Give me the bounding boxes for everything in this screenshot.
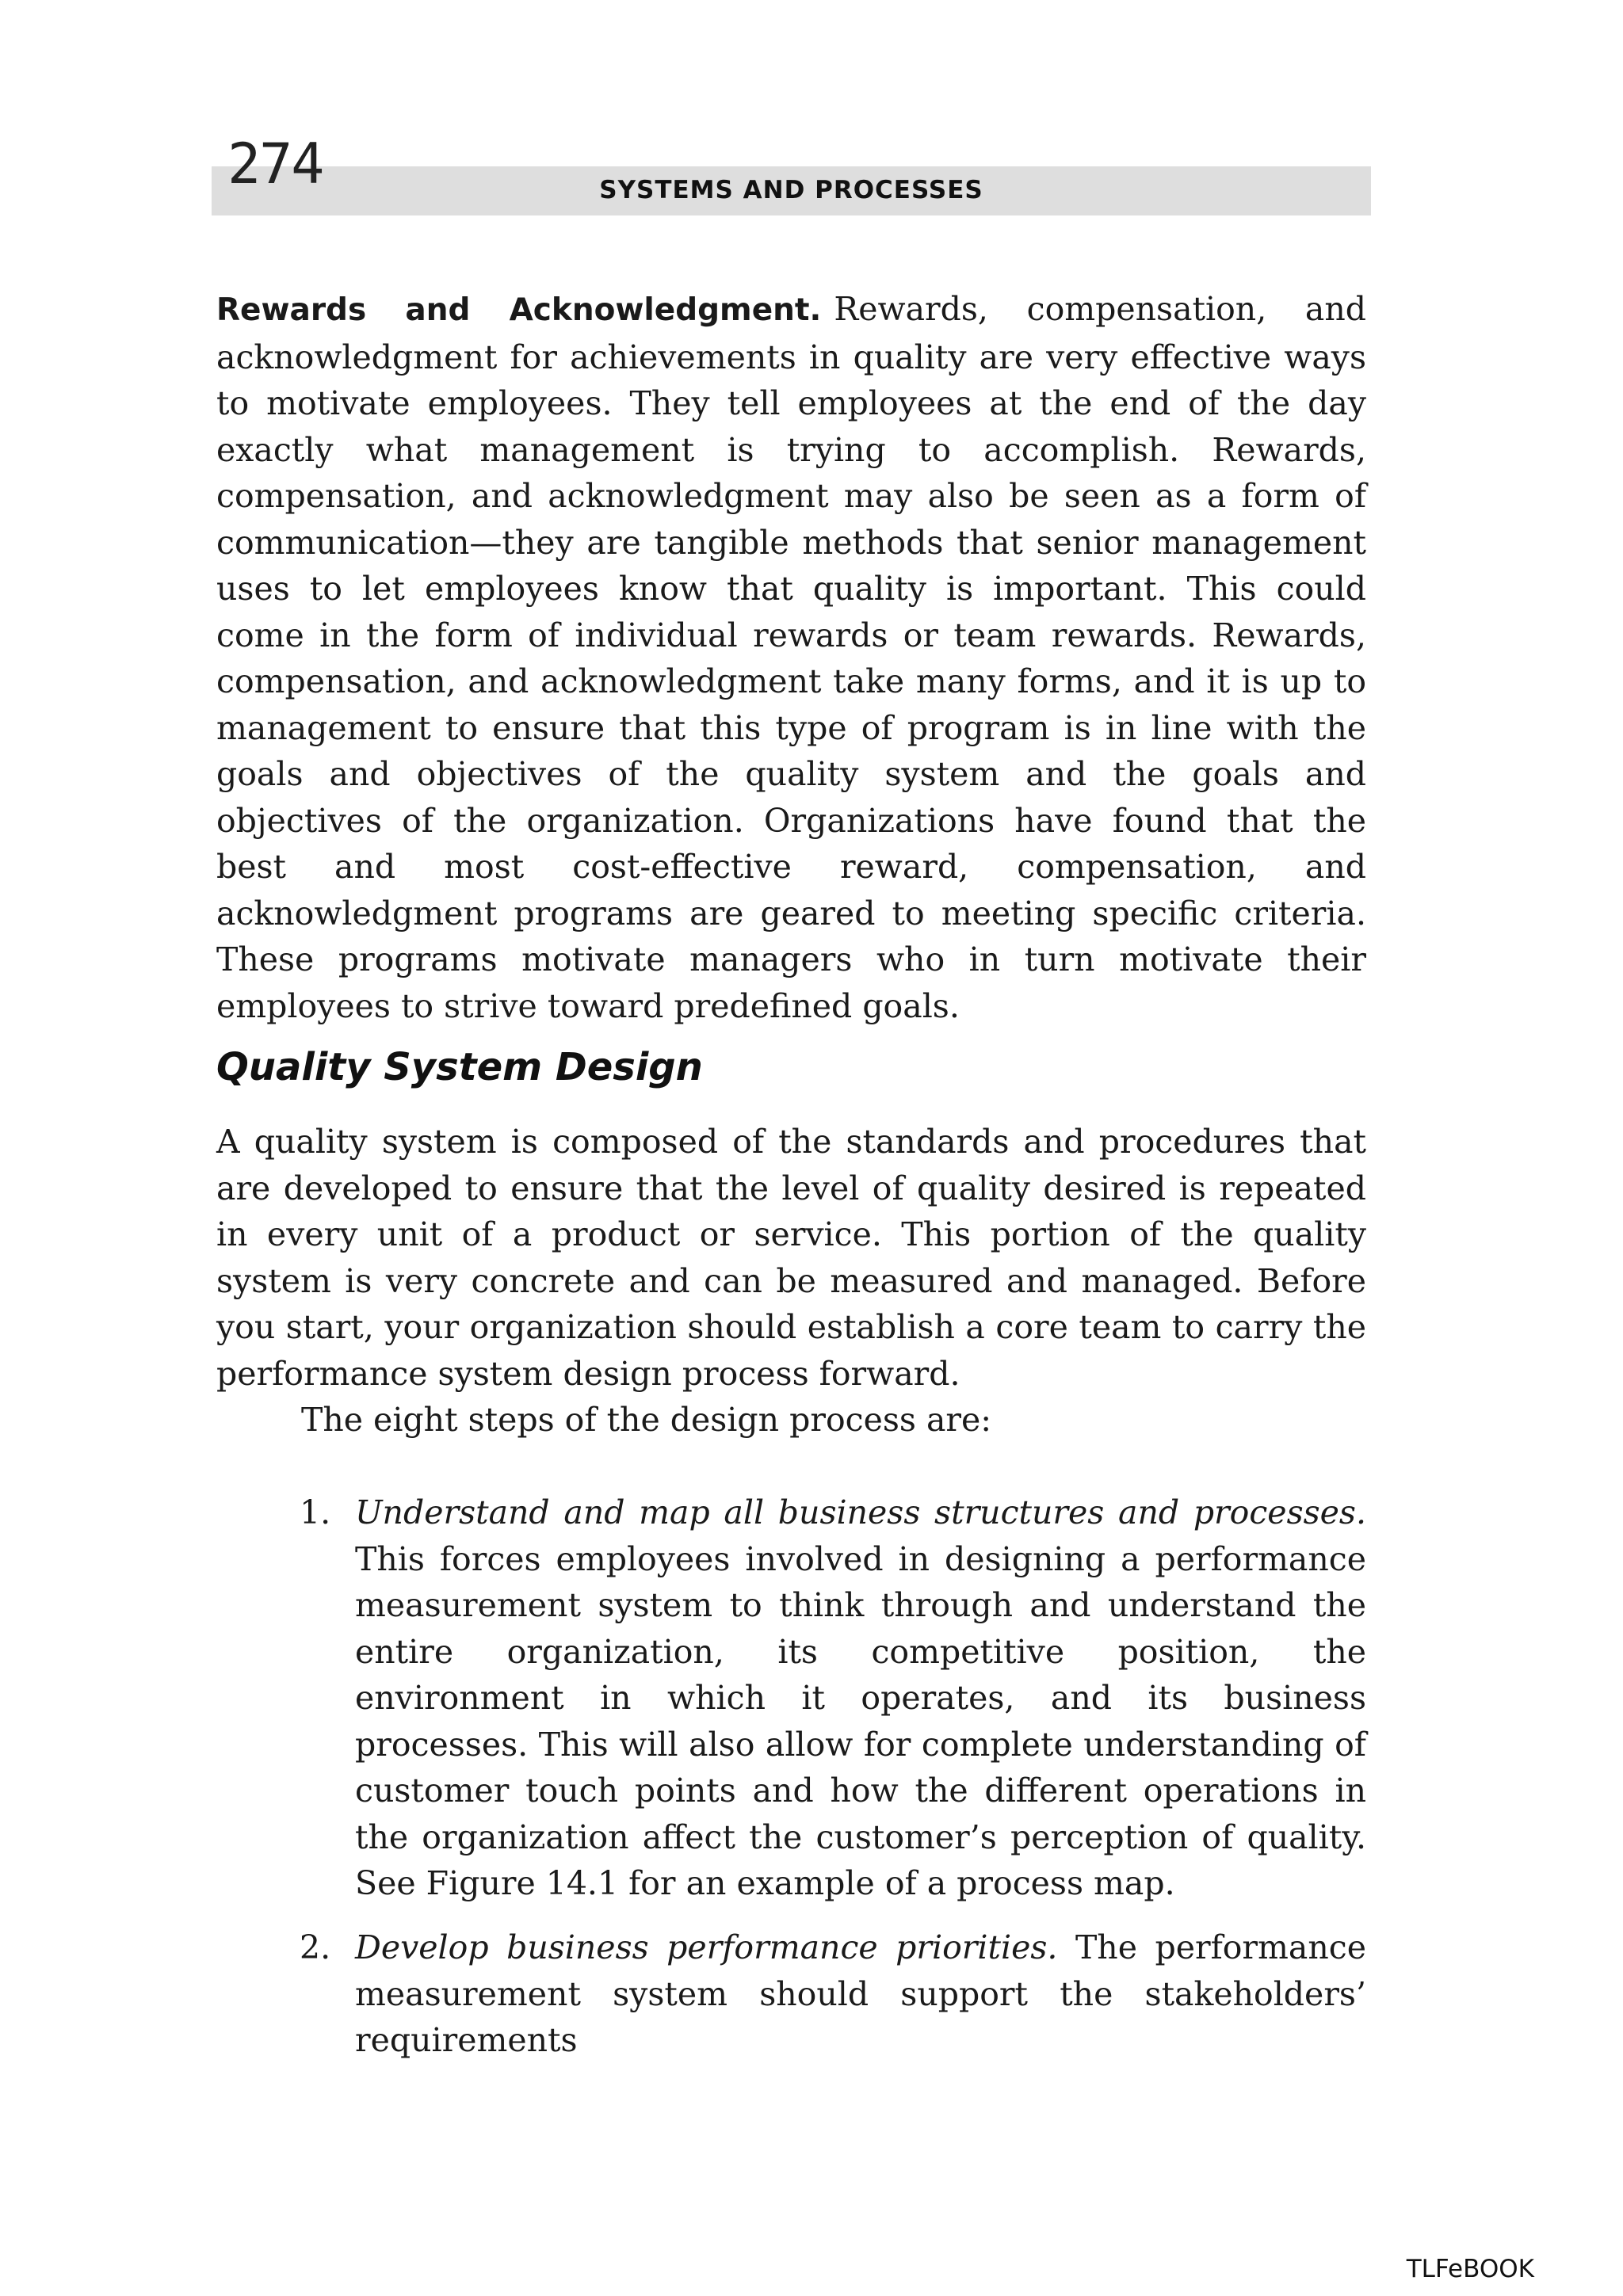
list-item-number: 1. <box>300 1493 331 1531</box>
list-item <box>216 1489 1366 1907</box>
watermark: TLFeBOOK <box>1406 2255 1534 2283</box>
list-item-body <box>355 1489 1366 1907</box>
list-item-number: 2. <box>300 1928 331 1966</box>
page-number: 274 <box>227 132 323 196</box>
rewards-paragraph <box>216 286 1366 1029</box>
list-item-title: Understand and map all business structures and processes. <box>355 1493 1366 1531</box>
rewards-paragraph-text: Rewards, compensation, and acknowledgment for achievements in quality are very effective ways to motivate employees. They tell employees at the end of the day exactly what management is trying to accomplish. Rewards, compensation, and acknowledgment may also be seen as a form of communication—they are tangible methods that senior management uses to let employees know that quality is important. This could come in the form of individual rewards or team rewards. Rewards, compensation, and acknowledgment take many forms, and it is up to management to ensure that this type of program is in line with the goals and objectives of the quality system and the goals and objectives of the organization. Organizations have found that the best and most cost-effective reward, compensation, and acknowledgment programs are geared to meeting specific criteria. These programs motivate managers who in turn motivate their employees to strive toward predefined goals. <box>216 290 1366 1025</box>
list-item-title: Develop business performance priorities. <box>355 1928 1058 1966</box>
list-item-text: This forces employees involved in designing a performance measurement system to think through and understand the entire organization, its competitive position, the environment in which it operates, and its business processes. This will also allow for complete understanding of customer touch points and how the different operations in the organization affect the customer’s perception of quality. See Figure 14.1 for an example of a process map. <box>355 1539 1366 1902</box>
steps-intro: The eight steps of the design process are: <box>301 1401 992 1439</box>
list-item-text: The performance measurement system should support the stakeholders’ requirements <box>355 1928 1366 2059</box>
running-head: SYSTEMS AND PROCESSES <box>599 176 983 204</box>
runin-heading: Rewards and Acknowledgment. <box>216 292 822 328</box>
list-item-body <box>355 1924 1366 2064</box>
section-heading: Quality System Design <box>216 1045 703 1089</box>
list-item <box>216 1924 1366 2064</box>
intro-paragraph: A quality system is composed of the standards and procedures that are developed to ensure that the level of quality desired is repeated in every unit of a product or service. This portion of the quality system is very concrete and can be measured and managed. Before you start, your organization should establish a core team to carry the performance system design process forward. <box>216 1123 1366 1393</box>
